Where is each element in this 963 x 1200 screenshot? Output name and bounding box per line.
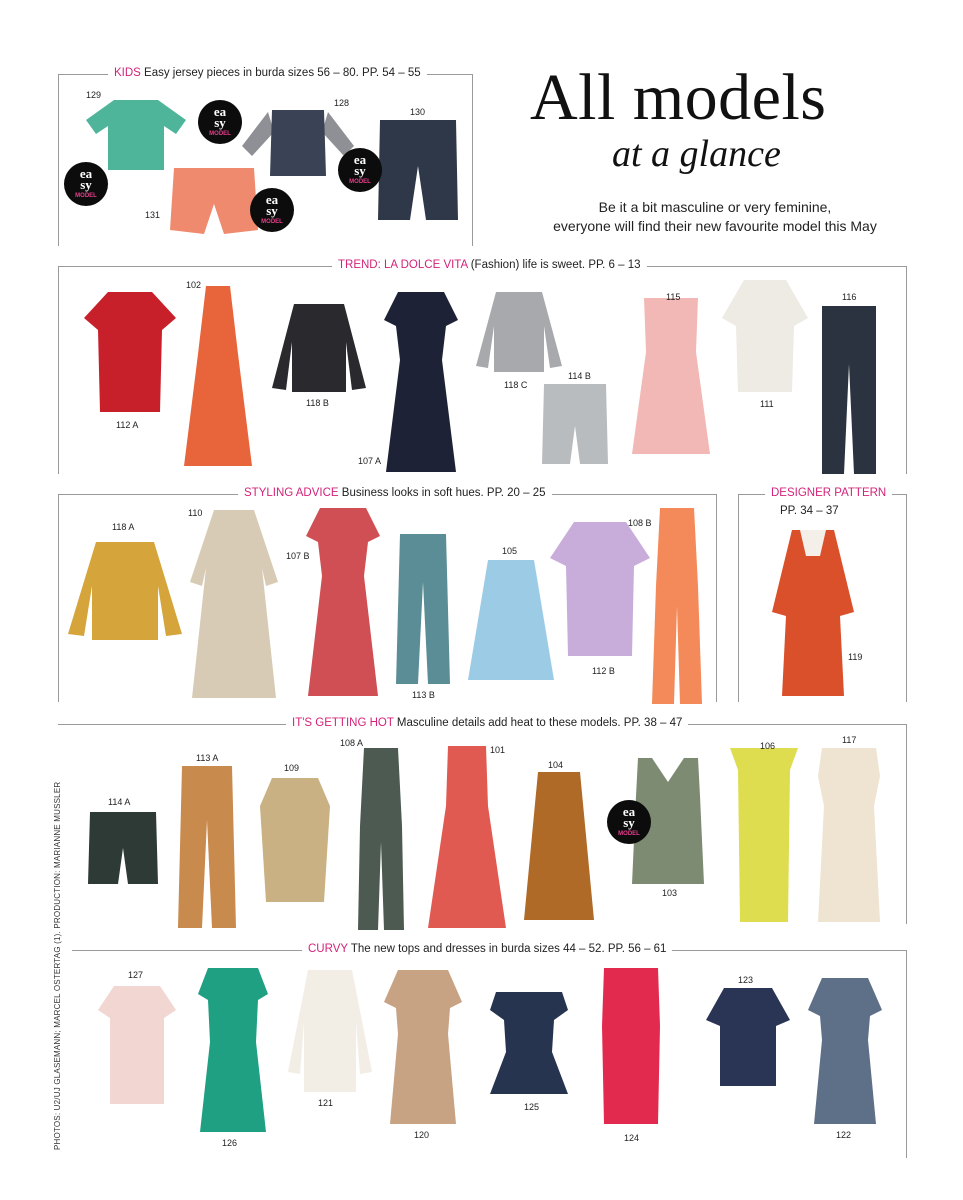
model-number-129: 129 <box>86 90 102 100</box>
model-number-118b: 118 B <box>306 398 329 408</box>
garment-108b-shape <box>652 508 702 704</box>
garment-105-skirt <box>466 558 556 682</box>
intro-line-1: Be it a bit masculine or very feminine, <box>598 199 832 215</box>
hot-frame-right <box>906 724 907 924</box>
model-number-105: 105 <box>502 546 518 556</box>
garment-120-dress <box>382 968 464 1126</box>
trend-heading-text: (Fashion) life is sweet. PP. 6 – 13 <box>470 259 641 271</box>
styling-heading-text: Business looks in soft hues. PP. 20 – 25 <box>341 487 546 499</box>
garment-109-top <box>258 776 332 904</box>
model-number-103: 103 <box>662 888 678 898</box>
garment-107b-dress <box>304 506 382 698</box>
model-number-111: 111 <box>760 399 774 409</box>
garment-108b-jumpsuit <box>650 506 704 706</box>
garment-125-shape <box>490 992 568 1094</box>
designer-pages: PP. 34 – 37 <box>780 505 839 517</box>
garment-130-shape <box>378 120 458 220</box>
page-subtitle: at a glance <box>612 133 781 175</box>
model-number-115: 115 <box>666 292 681 302</box>
model-number-127: 127 <box>128 970 144 980</box>
garment-118c-shape <box>476 292 562 372</box>
garment-108a-shape <box>358 748 404 930</box>
garment-118b-top <box>270 302 368 394</box>
garment-122-shape <box>808 978 882 1124</box>
garment-107b-shape <box>306 508 380 696</box>
garment-126-shape <box>198 968 268 1132</box>
styling-frame-right <box>716 494 717 702</box>
kids-heading-text: Easy jersey pieces in burda sizes 56 – 80. PP. 54 – 55 <box>144 67 421 79</box>
page-title: All models <box>530 61 827 134</box>
garment-112a-shape <box>84 292 176 412</box>
garment-119-dress <box>770 528 856 698</box>
trend-frame-right <box>906 266 907 474</box>
model-number-108b: 108 B <box>628 518 652 528</box>
model-number-109: 109 <box>284 763 300 773</box>
model-number-120: 120 <box>414 1130 430 1140</box>
garment-114a-shape <box>88 812 158 884</box>
model-number-113a: 113 A <box>196 753 219 763</box>
garment-131-shape <box>170 168 258 234</box>
garment-111-shape <box>722 280 808 392</box>
garment-104-shape <box>524 772 594 920</box>
garment-118b-shape <box>272 304 366 392</box>
garment-118a-shape <box>68 542 182 640</box>
garment-116-shape <box>822 306 876 474</box>
trend-heading-highlight: TREND: LA DOLCE VITA <box>338 259 468 271</box>
model-number-107b: 107 B <box>286 551 310 561</box>
hot-heading-text: Masculine details add heat to these models. PP. 38 – 47 <box>396 717 683 729</box>
hot-heading-highlight: IT'S GETTING HOT <box>292 717 394 729</box>
garment-102-shape <box>184 286 252 466</box>
model-number-128: 128 <box>334 98 350 108</box>
garment-110-dress <box>188 508 280 700</box>
designer-frame-left <box>738 494 739 702</box>
kids-frame-left <box>58 74 59 246</box>
designer-heading-highlight: DESIGNER PATTERN <box>771 487 887 499</box>
garment-117-dress <box>814 746 884 924</box>
garment-113a-pants <box>176 764 238 930</box>
garment-111-blouse <box>720 278 810 394</box>
designer-heading <box>765 487 892 499</box>
garment-105-shape <box>468 560 554 680</box>
garment-117-shape <box>818 748 880 922</box>
model-number-124: 124 <box>624 1133 640 1143</box>
model-number-117: 117 <box>842 735 857 745</box>
garment-104-skirt <box>522 770 596 922</box>
trend-frame-left <box>58 266 59 474</box>
curvy-heading <box>302 943 672 955</box>
designer-frame-right <box>906 494 907 702</box>
kids-heading <box>108 67 427 79</box>
garment-127-top <box>96 984 178 1106</box>
model-number-112b: 112 B <box>592 666 615 676</box>
garment-110-shape <box>190 510 278 698</box>
trend-heading <box>332 259 647 271</box>
styling-frame-left <box>58 494 59 702</box>
model-number-114a: 114 A <box>108 797 131 807</box>
kids-frame-right <box>472 74 473 246</box>
model-number-123: 123 <box>738 975 754 985</box>
garment-101-shape <box>428 746 506 928</box>
model-number-131: 131 <box>145 210 161 220</box>
garment-123-top <box>704 986 792 1088</box>
model-number-112a: 112 A <box>116 420 139 430</box>
model-number-107a: 107 A <box>358 456 382 466</box>
photo-credit: PHOTOS: U2/UJ GLASEMANN; MARCEL OSTERTAG (1). PRODUCTION: MARIANNE MUSSLER <box>53 781 62 1150</box>
easy-badge-129: ea sy MODEL <box>64 162 108 206</box>
hot-heading <box>286 717 688 729</box>
garment-102-dress <box>182 284 254 468</box>
model-number-118a: 118 A <box>112 522 135 532</box>
garment-106-dress <box>726 746 802 924</box>
model-number-114b: 114 B <box>568 371 591 381</box>
model-number-104: 104 <box>548 760 564 770</box>
model-number-110: 110 <box>188 508 203 518</box>
garment-120-shape <box>384 970 462 1124</box>
intro-line-2: everyone will find their new favourite model this May <box>553 218 877 234</box>
garment-114b-shape <box>542 384 608 464</box>
garment-129-shape <box>86 100 186 170</box>
model-number-113b: 113 B <box>412 690 435 700</box>
easy-badge-128: ea sy MODEL <box>198 100 242 144</box>
garment-109-shape <box>260 778 330 902</box>
garment-121-shape <box>288 970 372 1092</box>
easy-badge-130: ea sy MODEL <box>338 148 382 192</box>
garment-114b-shorts <box>540 382 610 466</box>
model-number-101: 101 <box>490 745 506 755</box>
garment-113b-pants <box>394 532 452 686</box>
model-number-126: 126 <box>222 1138 238 1148</box>
garment-114a-shorts <box>86 810 160 886</box>
garment-129-shirt <box>84 98 188 172</box>
garment-113a-shape <box>178 766 236 928</box>
garment-123-shape <box>706 988 790 1086</box>
garment-125-top <box>488 990 570 1096</box>
model-number-119: 119 <box>848 652 863 662</box>
garment-106-shape <box>730 748 798 922</box>
garment-101-dress <box>426 744 508 930</box>
intro-text <box>520 198 910 236</box>
curvy-frame-right <box>906 950 907 1158</box>
model-number-118c: 118 C <box>504 380 528 390</box>
model-number-116: 116 <box>842 292 857 302</box>
garment-124-shape <box>602 968 660 1124</box>
model-number-102: 102 <box>186 280 202 290</box>
model-number-125: 125 <box>524 1102 540 1112</box>
easy-badge-103: ea sy MODEL <box>607 800 651 844</box>
model-number-121: 121 <box>318 1098 334 1108</box>
garment-131-shorts <box>168 164 260 236</box>
garment-118c-top <box>474 290 564 374</box>
garment-108a-jumpsuit <box>356 746 406 932</box>
garment-115-dress <box>630 296 712 456</box>
garment-124-dress <box>598 966 664 1126</box>
garment-118a-top <box>66 540 184 642</box>
garment-121-jacket <box>286 968 374 1094</box>
garment-113b-shape <box>396 534 450 684</box>
model-number-106: 106 <box>760 741 776 751</box>
easy-badge-131: ea sy MODEL <box>250 188 294 232</box>
garment-116-pants <box>818 304 880 476</box>
styling-heading-highlight: STYLING ADVICE <box>244 487 339 499</box>
garment-107a-dress <box>382 290 460 474</box>
styling-heading <box>238 487 552 499</box>
garment-122-dress <box>806 976 884 1126</box>
garment-115-shape <box>632 298 710 454</box>
garment-112b-top <box>548 520 652 658</box>
garment-127-shape <box>98 986 176 1104</box>
curvy-heading-highlight: CURVY <box>308 943 348 955</box>
garment-128-shape <box>270 110 326 176</box>
garment-112b-shape <box>550 522 650 656</box>
garment-107a-shape <box>384 292 458 472</box>
curvy-heading-text: The new tops and dresses in burda sizes 44 – 52. PP. 56 – 61 <box>350 943 667 955</box>
kids-heading-highlight: KIDS <box>114 67 141 79</box>
model-number-130: 130 <box>410 107 426 117</box>
model-number-108a: 108 A <box>340 738 364 748</box>
garment-112a-top <box>82 290 178 414</box>
garment-130-pants <box>376 116 460 222</box>
model-number-122: 122 <box>836 1130 852 1140</box>
garment-126-dress <box>196 966 270 1134</box>
